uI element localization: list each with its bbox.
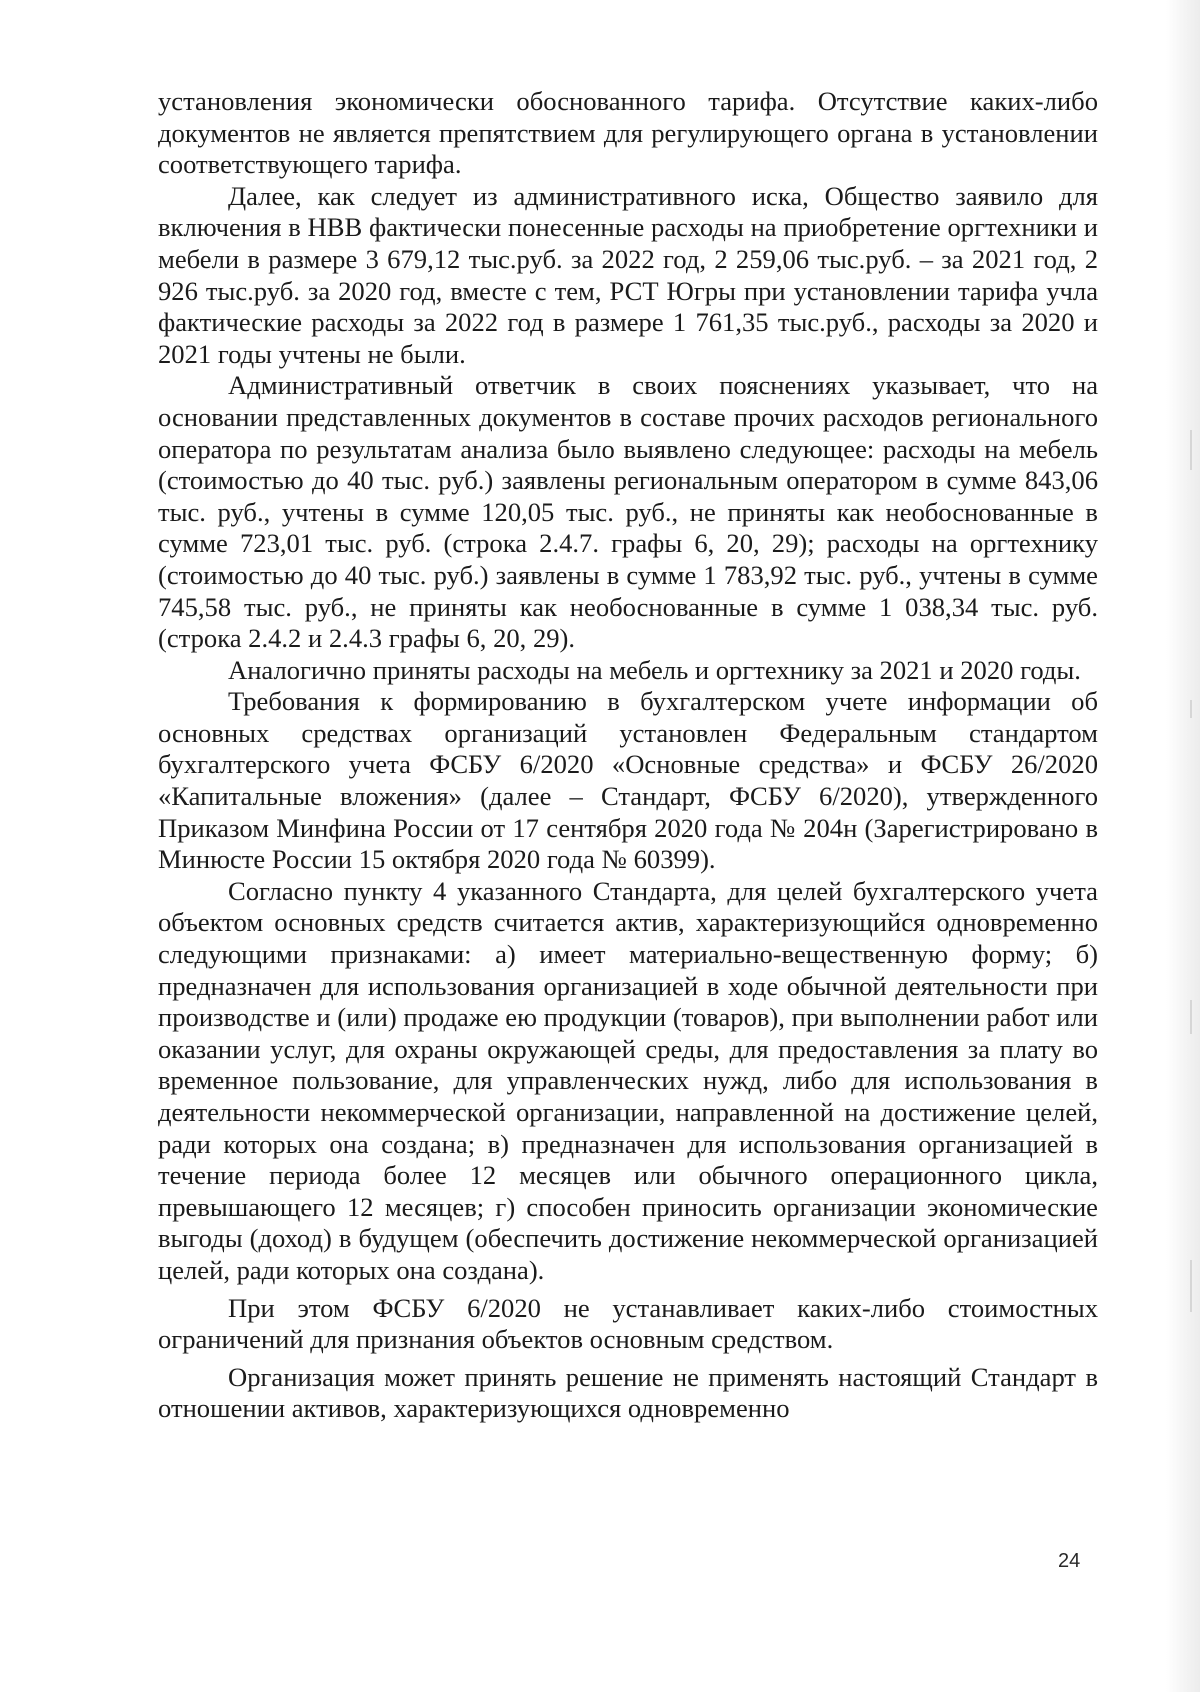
scan-artifact	[1190, 1000, 1192, 1034]
document-body	[158, 86, 1098, 1425]
scan-artifact	[1190, 700, 1192, 718]
paragraph: При этом ФСБУ 6/2020 не устанавливает каких-либо стоимостных ограничений для признания объектов основным средством.	[158, 1292, 1098, 1355]
paragraph: Далее, как следует из административного иска, Общество заявило для включения в НВВ фактически понесенные расходы на приобретение оргтехники и мебели в размере 3 679,12 тыс.руб. за 2022 год, 2 259,06 тыс.руб. – за 2021 год, 2 926 тыс.руб. за 2020 год, вместе с тем, РСТ Югры при установлении тарифа учла фактические расходы за 2022 год в размере 1 761,35 тыс.руб., расходы за 2020 и 2021 годы учтены не были.	[158, 180, 1098, 369]
scan-artifact	[1190, 1260, 1192, 1312]
scan-artifact	[1190, 430, 1192, 470]
scan-edge-shadow	[1166, 0, 1200, 1692]
paragraph: Аналогично приняты расходы на мебель и оргтехнику за 2021 и 2020 годы.	[228, 654, 1081, 685]
paragraph: Согласно пункту 4 указанного Стандарта, для целей бухгалтерского учета объектом основных средств считается актив, характеризующийся одновременно следующими признаками: а) имеет материально-вещественную форму; б) предназначен для использования организацией в ходе обычной деятельности при производстве и (или) продаже ею продукции (товаров), при выполнении работ или оказании услуг, для охраны окружающей среды, для предоставления за плату во временное пользование, для управленческих нужд, либо для использования в деятельности некоммерческой организации, направленной на достижение целей, ради которых она создана; в) предназначен для использования организацией в течение периода более 12 месяцев или обычного операционного цикла, превышающего 12 месяцев; г) способен приносить организации экономические выгоды (доход) в будущем (обеспечить достижение некоммерческой организацией целей, ради которых она создана).	[158, 875, 1098, 1285]
paragraph: Организация может принять решение не применять настоящий Стандарт в отношении активов, характеризующихся одновременно	[158, 1361, 1098, 1424]
paragraph: Административный ответчик в своих пояснениях указывает, что на основании представленных документов в составе прочих расходов регионального оператора по результатам анализа было выявлено следующее: расходы на мебель (стоимостью до 40 тыс. руб.) заявлены региональным оператором в сумме 843,06 тыс. руб., учтены в сумме 120,05 тыс. руб., не приняты как необоснованные в сумме 723,01 тыс. руб. (строка 2.4.7. графы 6, 20, 29); расходы на оргтехнику (стоимостью до 40 тыс. руб.) заявлены в сумме 1 783,92 тыс. руб., учтены в сумме 745,58 тыс. руб., не приняты как необоснованные в сумме 1 038,34 тыс. руб. (строка 2.4.2 и 2.4.3 графы 6, 20, 29).	[158, 370, 1098, 654]
paragraph: Требования к формированию в бухгалтерском учете информации об основных средствах организаций установлен Федеральным стандартом бухгалтерского учета ФСБУ 6/2020 «Основные средства» и ФСБУ 26/2020 «Капитальные вложения» (далее – Стандарт, ФСБУ 6/2020), утвержденного Приказом Минфина России от 17 сентября 2020 года № 204н (Зарегистрировано в Минюсте России 15 октября 2020 года № 60399).	[158, 686, 1098, 875]
page-number: 24	[1058, 1550, 1081, 1572]
paragraph: установления экономически обоснованного тарифа. Отсутствие каких-либо документов не является препятствием для регулирующего органа в установлении соответствующего тарифа.	[158, 86, 1098, 180]
